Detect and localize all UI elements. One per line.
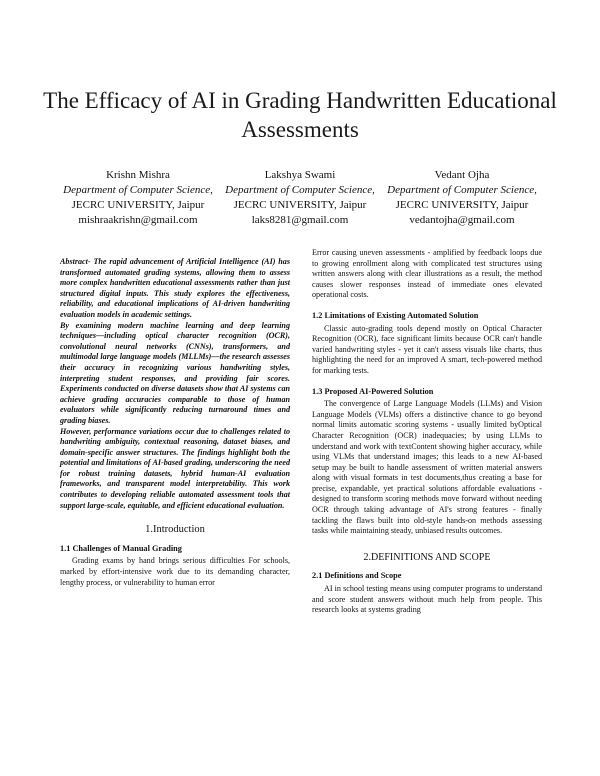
body-paragraph: Error causing uneven assessments - amplified by feedback loops due to growing enrollment along with complicated test structures using written answers along with clear illustrations as a result, the method causes slower responses instead of immediate ones elevated operational costs.: [312, 248, 542, 300]
subsection-heading: 1.1 Challenges of Manual Grading: [60, 543, 182, 553]
section-heading-definitions: 2.DEFINITIONS AND SCOPE: [363, 551, 491, 563]
body-paragraph: Classic auto-grading tools depend mostly on Optical Character Recognition (OCR), face significant limits because OCR can't handle varied handwriting styles - yet it can't assess visuals like charts, thus highlighting the need for an improved A smart, tech-powered method for marking tests.: [312, 323, 542, 375]
body-paragraph: AI in school testing means using computer programs to understand and score student answers without much help from people. This research looks at systems grading: [312, 584, 542, 615]
author-org: JECRC UNIVERSITY, Jaipur: [233, 199, 367, 211]
section-heading-introduction: 1.Introduction: [145, 524, 205, 536]
author-email: laks8281@gmail.com: [251, 214, 349, 226]
abstract-paragraph: However, performance variations occur due to challenges related to handwriting ambiguity, contextual reasoning, dataset biases, and domain-specific answer structures. The findings highlight both the potential and limitations of AI-based grading, underscoring the need for robust training datasets, hybrid human-AI evaluation frameworks, and transparent model interpretability. This work contributes to developing reliable automated assessment tools that support large-scale, equitable, and efficient educational evaluation.: [60, 426, 290, 510]
subsection-heading: 2.1 Definitions and Scope: [312, 571, 402, 581]
author-2: [220, 168, 380, 228]
abstract-paragraph: Abstract- The rapid advancement of Artificial Intelligence (AI) has transformed automated grading systems, allowing them to assess more complex handwritten educational assessments rather than just structured digital inputs. This study explores the effectiveness, reliability, and educational implications of AI-driven handwriting evaluation models in academic settings.: [60, 257, 290, 319]
author-org: JECRC UNIVERSITY, Jaipur: [395, 199, 529, 211]
author-email: vedantojha@gmail.com: [409, 214, 515, 226]
author-dept: Department of Computer Science,: [225, 184, 375, 196]
author-block: [58, 168, 542, 228]
author-name: Krishn Mishra: [106, 169, 170, 181]
subsection-heading: 1.3 Proposed AI-Powered Solution: [312, 386, 434, 396]
author-name: Lakshya Swami: [264, 169, 336, 181]
left-column: [60, 257, 290, 588]
subsection-heading: 1.2 Limitations of Existing Automated Solution: [312, 310, 479, 320]
author-3: [382, 168, 542, 228]
author-org: JECRC UNIVERSITY, Jaipur: [71, 199, 205, 211]
right-column: [312, 248, 542, 616]
author-email: mishraakrishn@gmail.com: [78, 214, 198, 226]
body-paragraph: Grading exams by hand brings serious difficulties For schools, marked by effort-intensive work due to its demanding character, lengthy process, or vulnerability to human error: [60, 556, 290, 587]
author-name: Vedant Ojha: [434, 169, 490, 181]
author-dept: Department of Computer Science,: [63, 184, 213, 196]
abstract: [60, 257, 290, 511]
author-1: [58, 168, 218, 228]
author-dept: Department of Computer Science,: [387, 184, 537, 196]
body-paragraph: The convergence of Large Language Models (LLMs) and Vision Language Models (VLMs) offers a distinctive chance to go beyond normal limits automatic scoring systems - usually limited byOptical Character Recognition (OCR) inadequacies; by using LLMs to understand and work with textContent showing higher accuracy, while using VLMs that understand images; this leads to a new AI-based setup may be built to handle assessment of written material answers along with visual formats in test documents,thus creating a base for precise, expandable, yet practical solutions affordable evaluations - designed to transform scoring methods move forward without needing OCR through taking advantage of AI's strong features - finally tackling the flaws built into old-style hands-on methods assessing tasks while maintaining steady, unbiased results outcomes.: [312, 399, 542, 536]
paper-title: The Efficacy of AI in Grading Handwritten Educational Assessments: [43, 88, 557, 142]
abstract-paragraph: By examining modern machine learning and deep learning techniques—including optical character recognition (OCR), convolutional neural networks (CNNs), transformers, and multimodal large language models (MLLMs)—the research assesses their accuracy in recognizing various handwriting styles, interpreting student responses, and providing fair scores. Experiments conducted on diverse datasets show that AI systems can achieve grading accuracies comparable to those of human evaluators while significantly reducing turnaround times and grading biases.: [60, 320, 290, 425]
